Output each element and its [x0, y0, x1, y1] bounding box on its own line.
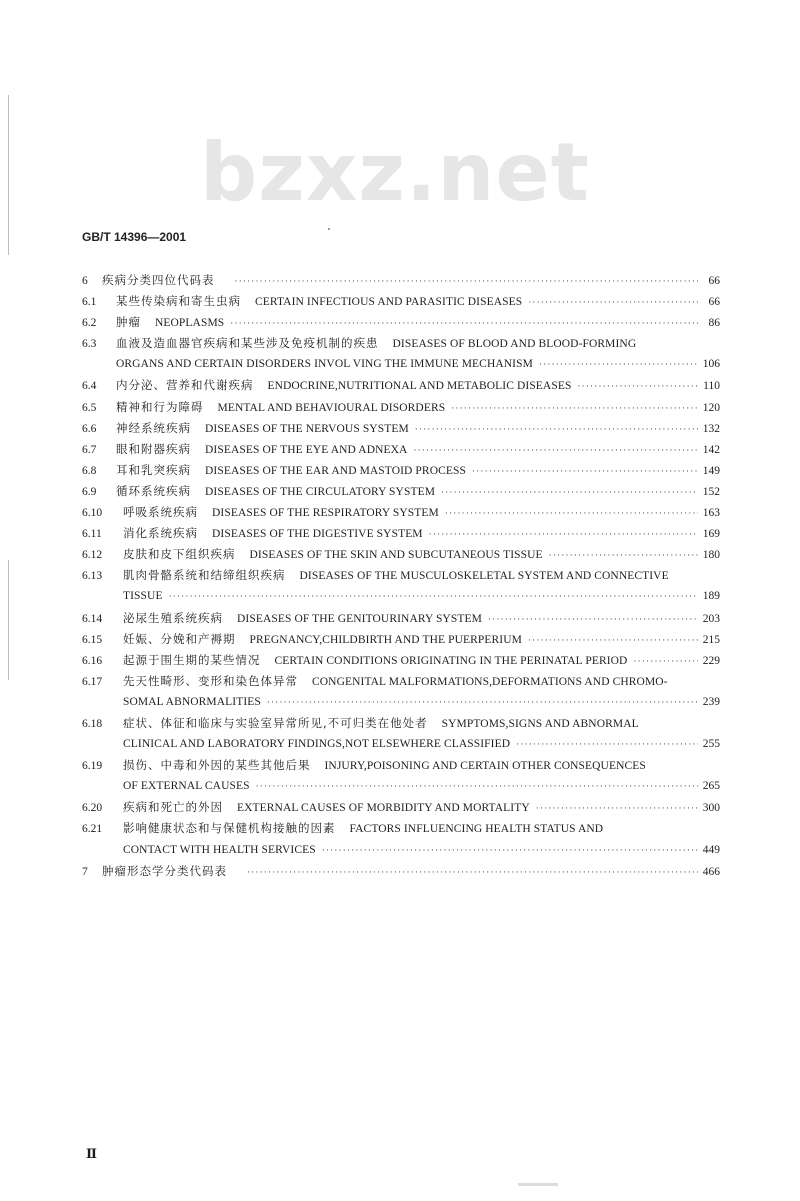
entry-number: 6.21 [82, 823, 103, 836]
watermark: bzxz.net [200, 126, 590, 219]
entry-title-en: ENDOCRINE,NUTRITIONAL AND METABOLIC DISEASES [267, 380, 572, 393]
entry-title-en-continued: TISSUE [123, 590, 163, 603]
entry-title-en: DISEASES OF THE CIRCULATORY SYSTEM [205, 485, 436, 498]
standard-number-header: GB/T 14396—2001 [82, 230, 187, 244]
scan-speck [328, 228, 330, 230]
entry-title-en: DISEASES OF THE NERVOUS SYSTEM [205, 422, 409, 435]
entry-title-en-continued: ORGANS AND CERTAIN DISORDERS INVOL VING THE IMMUNE MECHANISM [116, 358, 533, 371]
entry-title-zh: 先天性畸形、变形和染色体异常 [123, 673, 298, 688]
entry-page: 449 [702, 843, 720, 856]
toc-entry[interactable] [82, 481, 720, 502]
toc-entry-continuation[interactable] [82, 734, 720, 755]
entry-page: 86 [708, 317, 720, 330]
entry-page: 300 [702, 802, 720, 815]
entry-title-en: NEOPLASMS [155, 317, 225, 330]
entry-page: 169 [702, 528, 720, 541]
entry-page: 142 [702, 443, 720, 456]
toc-entry[interactable] [82, 608, 720, 629]
toc-entry[interactable] [82, 523, 720, 544]
toc-entry[interactable] [82, 375, 720, 396]
toc-entry[interactable] [82, 861, 720, 882]
entry-page: 106 [702, 358, 720, 371]
dot-leader [539, 354, 698, 375]
entry-title-zh: 耳和乳突疾病 [116, 462, 191, 477]
entry-number: 6.20 [82, 802, 103, 815]
dot-leader [528, 292, 698, 313]
entry-page: 180 [702, 549, 720, 562]
toc-entry-continuation[interactable] [82, 776, 720, 797]
entry-title-en-continued: OF EXTERNAL CAUSES [123, 780, 250, 793]
entry-number: 6.8 [82, 464, 97, 477]
dot-leader [413, 440, 698, 461]
entry-page: 215 [702, 633, 720, 646]
entry-title-zh: 症状、体征和临床与实验室异常所见,不可归类在他处者 [123, 715, 428, 730]
scan-edge-line [8, 95, 9, 255]
entry-title-en: MENTAL AND BEHAVIOURAL DISORDERS [217, 401, 446, 414]
toc-entry[interactable] [82, 418, 720, 439]
entry-page: 189 [702, 590, 720, 603]
dot-leader [472, 461, 698, 482]
entry-title-en: DISEASES OF THE SKIN AND SUBCUTANEOUS TISSUE [249, 549, 543, 562]
entry-number: 7 [82, 865, 88, 878]
toc-entry[interactable] [82, 818, 720, 839]
entry-title-zh: 疾病分类四位代码表 [102, 273, 215, 287]
entry-page: 239 [702, 695, 720, 708]
entry-title-zh: 皮肤和皮下组织疾病 [123, 547, 236, 562]
entry-title-en: CONGENITAL MALFORMATIONS,DEFORMATIONS AND CHROMO- [312, 675, 668, 688]
entry-title-zh: 肌肉骨骼系统和结缔组织疾病 [123, 568, 286, 583]
entry-page: 152 [702, 485, 720, 498]
toc-entry-continuation[interactable] [82, 586, 720, 607]
entry-title-zh: 精神和行为障碍 [116, 399, 204, 414]
entry-number: 6.9 [82, 485, 97, 498]
toc-entry[interactable] [82, 270, 720, 291]
entry-title-en: DISEASES OF THE DIGESTIVE SYSTEM [212, 528, 423, 541]
entry-page: 66 [708, 296, 720, 309]
toc-entry[interactable] [82, 460, 720, 481]
entry-page: 132 [702, 422, 720, 435]
dot-leader [267, 692, 698, 713]
toc-entry[interactable] [82, 397, 720, 418]
entry-title-zh: 眼和附器疾病 [116, 441, 191, 456]
entry-page: 66 [708, 275, 720, 287]
entry-title-en: SYMPTOMS,SIGNS AND ABNORMAL [441, 717, 639, 730]
toc-entry[interactable] [82, 312, 720, 333]
dot-leader [451, 398, 698, 419]
entry-title-zh: 影响健康状态和与保健机构接触的因素 [123, 821, 336, 836]
toc-entry[interactable] [82, 797, 720, 818]
entry-number: 6.1 [82, 296, 97, 309]
entry-title-zh: 肿瘤 [116, 315, 141, 330]
entry-number: 6.13 [82, 570, 103, 583]
toc-entry[interactable] [82, 713, 720, 734]
entry-title-zh: 起源于围生期的某些情况 [123, 652, 261, 667]
dot-leader [169, 586, 698, 607]
entry-title-en: EXTERNAL CAUSES OF MORBIDITY AND MORTALITY [237, 802, 530, 815]
entry-title-zh: 内分泌、营养和代谢疾病 [116, 378, 254, 393]
page-number-footer: Ⅱ [86, 1146, 97, 1161]
dot-leader [230, 313, 698, 334]
entry-number: 6 [82, 275, 88, 287]
toc-entry[interactable] [82, 291, 720, 312]
toc-entry-continuation[interactable] [82, 840, 720, 861]
entry-page: 255 [702, 738, 720, 751]
entry-page: 120 [702, 401, 720, 414]
dot-leader [516, 734, 698, 755]
entry-title-en: DISEASES OF BLOOD AND BLOOD-FORMING [392, 338, 637, 351]
entry-number: 6.7 [82, 443, 97, 456]
entry-title-en-continued: SOMAL ABNORMALITIES [123, 695, 261, 708]
entry-number: 6.5 [82, 401, 97, 414]
entry-title-en: CERTAIN CONDITIONS ORIGINATING IN THE PERINATAL PERIOD [274, 654, 628, 667]
toc-entry-continuation[interactable] [82, 692, 720, 713]
entry-title-zh: 消化系统疾病 [123, 526, 198, 541]
dot-leader [235, 271, 699, 292]
dot-leader [441, 482, 698, 503]
entry-title-zh: 循环系统疾病 [116, 483, 191, 498]
entry-title-en-continued: CLINICAL AND LABORATORY FINDINGS,NOT ELSEWHERE CLASSIFIED [123, 738, 511, 751]
dot-leader [322, 840, 698, 861]
entry-page: 203 [702, 612, 720, 625]
entry-title-en: DISEASES OF THE RESPIRATORY SYSTEM [212, 507, 439, 520]
scan-speck [518, 1183, 558, 1186]
table-of-contents [82, 270, 720, 882]
toc-entry[interactable] [82, 333, 720, 354]
entry-page: 149 [702, 464, 720, 477]
dot-leader [536, 798, 698, 819]
entry-number: 6.10 [82, 507, 103, 520]
dot-leader [247, 862, 698, 883]
dot-leader [415, 419, 698, 440]
entry-page: 265 [702, 780, 720, 793]
entry-number: 6.17 [82, 675, 103, 688]
entry-title-zh: 疾病和死亡的外因 [123, 800, 223, 815]
entry-title-en: DISEASES OF THE EAR AND MASTOID PROCESS [205, 464, 466, 477]
entry-number: 6.3 [82, 338, 97, 351]
entry-title-zh: 肿瘤形态学分类代码表 [102, 863, 227, 878]
entry-title-en: FACTORS INFLUENCING HEALTH STATUS AND [349, 823, 604, 836]
entry-title-zh: 血液及造血器官疾病和某些涉及免疫机制的疾患 [116, 336, 379, 351]
toc-entry[interactable] [82, 650, 720, 671]
entry-title-zh: 呼吸系统疾病 [123, 505, 198, 520]
entry-title-zh: 泌尿生殖系统疾病 [123, 610, 223, 625]
toc-entry[interactable] [82, 439, 720, 460]
entry-page: 229 [702, 654, 720, 667]
entry-number: 6.6 [82, 422, 97, 435]
scan-edge-line [8, 560, 9, 680]
entry-page: 163 [702, 507, 720, 520]
entry-title-en: INJURY,POISONING AND CERTAIN OTHER CONSEQUENCES [324, 760, 646, 773]
dot-leader [633, 651, 698, 672]
dot-leader [549, 545, 698, 566]
entry-number: 6.18 [82, 717, 103, 730]
entry-title-en: DISEASES OF THE EYE AND ADNEXA [205, 443, 408, 456]
entry-title-zh: 损伤、中毒和外因的某些其他后果 [123, 758, 311, 773]
entry-title-zh: 某些传染病和寄生虫病 [116, 294, 241, 309]
entry-title-zh: 神经系统疾病 [116, 420, 191, 435]
entry-number: 6.12 [82, 549, 103, 562]
entry-title-en: CERTAIN INFECTIOUS AND PARASITIC DISEASES [255, 296, 523, 309]
entry-title-zh: 妊娠、分娩和产褥期 [123, 631, 236, 646]
toc-entry[interactable] [82, 502, 720, 523]
entry-number: 6.2 [82, 317, 97, 330]
entry-number: 6.11 [82, 528, 102, 541]
toc-entry-continuation[interactable] [82, 354, 720, 375]
toc-entry[interactable] [82, 565, 720, 586]
dot-leader [256, 776, 698, 797]
entry-title-en: PREGNANCY,CHILDBIRTH AND THE PUERPERIUM [249, 633, 522, 646]
entry-number: 6.4 [82, 380, 97, 393]
entry-title-en: DISEASES OF THE GENITOURINARY SYSTEM [237, 612, 482, 625]
toc-entry[interactable] [82, 671, 720, 692]
dot-leader [488, 609, 698, 630]
entry-number: 6.15 [82, 633, 103, 646]
entry-number: 6.14 [82, 612, 103, 625]
toc-entry[interactable] [82, 755, 720, 776]
entry-page: 110 [703, 380, 720, 393]
entry-page: 466 [702, 865, 720, 878]
entry-number: 6.16 [82, 654, 103, 667]
dot-leader [429, 524, 698, 545]
entry-title-en: DISEASES OF THE MUSCULOSKELETAL SYSTEM AND CONNECTIVE [299, 570, 669, 583]
dot-leader [445, 503, 698, 524]
entry-title-en-continued: CONTACT WITH HEALTH SERVICES [123, 843, 316, 856]
dot-leader [577, 376, 698, 397]
toc-entry[interactable] [82, 629, 720, 650]
entry-number: 6.19 [82, 760, 103, 773]
toc-entry[interactable] [82, 544, 720, 565]
dot-leader [528, 630, 698, 651]
